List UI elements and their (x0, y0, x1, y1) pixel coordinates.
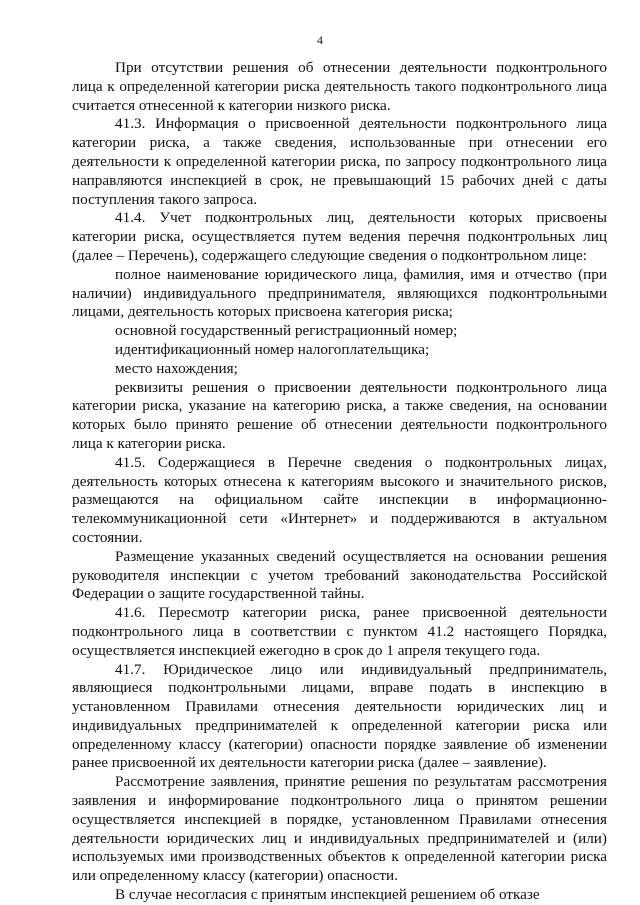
paragraph: При отсутствии решения об отнесении деятельности подконтрольного лица к определенной категории риска деятельность такого подконтрольного лица считается отнесенной к категории низкого риска. (72, 59, 607, 114)
paragraph: место нахождения; (115, 359, 238, 377)
paragraph: основной государственный регистрационный номер; (115, 322, 458, 340)
paragraph: 41.5. Содержащиеся в Перечне сведения о подконтрольных лицах, деятельность которых отнесена к категориям высокого и значительного рисков, размещаются на официальном сайте инспекции в информационно-телекоммуникационной сети «Интернет» и поддерживаются в актуальном состоянии. (72, 453, 607, 546)
paragraph: 41.4. Учет подконтрольных лиц, деятельности которых присвоены категории риска, осуществляется путем ведения перечня подконтрольных лиц (далее – Перечень), содержащего следующие сведения о подконтрольном лице: (72, 209, 607, 264)
paragraph: В случае несогласия с принятым инспекцией решением об отказе (115, 886, 540, 904)
paragraph: Размещение указанных сведений осуществляется на основании решения руководителя инспекции с учетом требований законодательства Российской Федерации о защите государственной тайны. (72, 547, 607, 603)
paragraph: реквизиты решения о присвоении деятельности подконтрольного лица категории риска, указание на категорию риска, а также сведения, на основании которых было принято решение об отнесении деятельности подконтрольного лица к категории риска. (72, 378, 607, 452)
paragraph: 41.7. Юридическое лицо или индивидуальный предприниматель, являющиеся подконтрольными лицами, вправе подать в инспекцию в установленном Правилами отнесения деятельности юридических лиц и индивидуальных предпринимателей к определенной категории риска или определенному классу (категории) опасности порядке заявление об изменении ранее присвоенной их деятельности категории риска (далее – заявление). (72, 660, 607, 772)
paragraph: идентификационный номер налогоплательщика; (115, 340, 430, 358)
page-number: 4 (317, 33, 323, 47)
document-body (72, 59, 607, 905)
paragraph: 41.6. Пересмотр категории риска, ранее присвоенной деятельности подконтрольного лица в соответствии с пунктом 41.2 настоящего Порядка, осуществляется инспекцией ежегодно в срок до 1 апреля текущего года. (72, 604, 607, 659)
paragraph: полное наименование юридического лица, фамилия, имя и отчество (при наличии) индивидуального предпринимателя, являющихся подконтрольными лицами, деятельность которых присвоена категория риска; (72, 265, 607, 321)
paragraph: 41.3. Информация о присвоенной деятельности подконтрольного лица категории риска, а также сведения, использованные при отнесении его деятельности к определенной категории риска, по запросу подконтрольного лица направляются инспекцией в срок, не превышающий 15 рабочих дней с даты поступления такого запроса. (72, 115, 607, 208)
paragraph: Рассмотрение заявления, принятие решения по результатам рассмотрения заявления и информирование подконтрольного лица о принятом решении осуществляется инспекцией в порядке, установленном Правилами отнесения деятельности юридических лиц и индивидуальных предпринимателей и (или) используемых ими производственных объектов к определенной категории риска или определенному классу (категории) опасности. (72, 773, 607, 885)
